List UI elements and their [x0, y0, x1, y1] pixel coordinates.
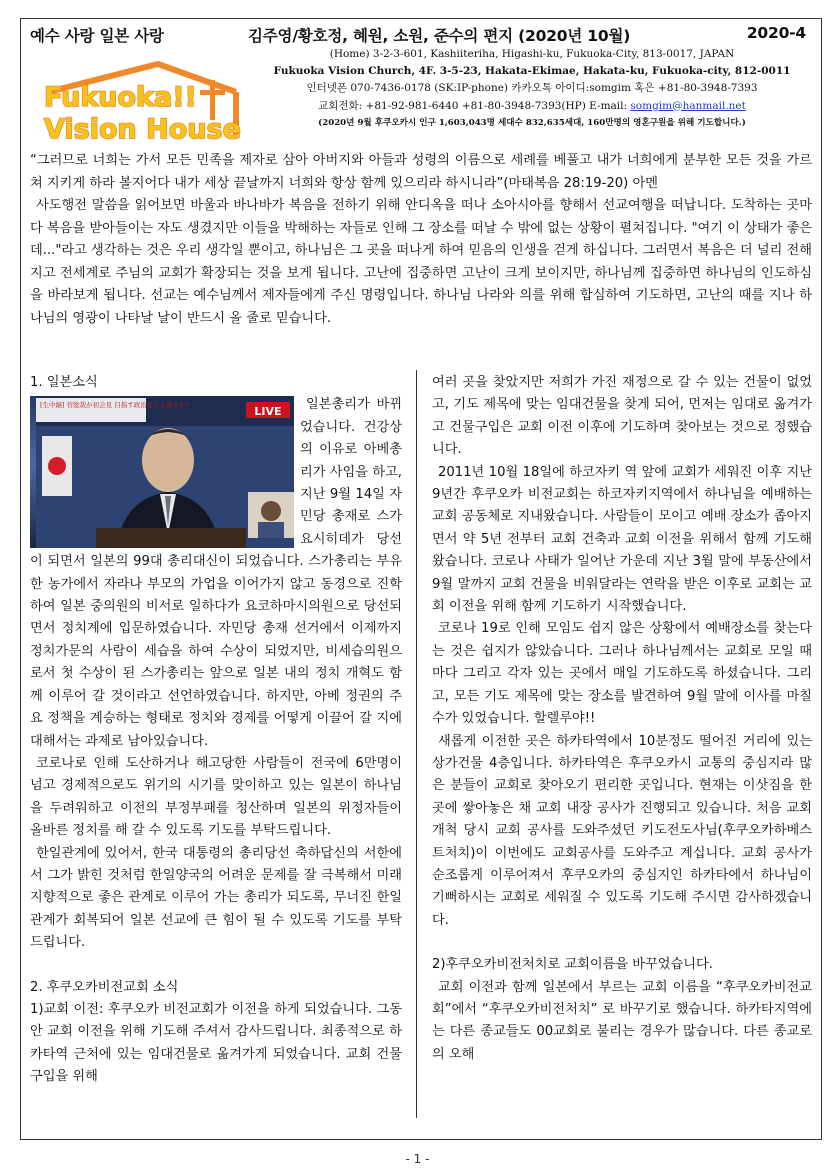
header-left-title: 예수 사랑 일본 사랑 [30, 27, 164, 45]
population-note: (2020년 9월 후쿠오카시 인구 1,603,043명 세대수 832,635세대, 160만명의 영혼구원을 위해 기도합니다.) [318, 117, 746, 128]
intro-section [30, 150, 812, 330]
section1-paragraph1-text: 일본총리가 바뀌었습니다. 건강상의 이유로 아베총리가 사임을 하고, 지난 9월 14일 자민당 총재로 스가요시히데가 당선이 되면서 일본의 99대 총리대신이 되었습니다. 스가총리는 부유한 농가에서 자라나 부모의 가업을 이어가지 않고 동경으로 진학하여 일본 중의원의 비서로 일하다가 요코하마시의원으로 당선되면서 정치계에 입문하였습니다. 자민당 총재 선거에서 이제까지 정치가문의 사람이 세습을 하여 수상이 되었지만, 비세습의원으로서 첫 수상이 된 스가총리는 앞으로 일본 내의 정치 개혁도 함께 이루어 갈 것이라고 선언하였습니다. 하지만, 아베 정권의 주요 정책을 계승하는 형태로 정치와 경제를 어떻게 이끌어 갈 지에 대해서는 과제로 남아있습니다. [30, 397, 402, 749]
church-address: Fukuoka Vision Church, 4F. 3-5-23, Hakata-Ekimae, Hakata-ku, Fukuoka-city, 812-0011 [273, 65, 791, 78]
intro-paragraph: 사도행전 말씀을 읽어보면 바울과 바나바가 복음을 전하기 위해 안디옥을 떠나 소아시아를 향해서 선교여행을 떠납니다. 도착하는 곳마다 복음을 받아들이는 자도 생겼지만 이들을 박해하는 자들로 인해 그 장소를 떠날 수 밖에 없는 상황이 펼쳐집니다. "여기 이 상태가 좋은데..."라고 생각하는 것은 우리 생각일 뿐이고, 하나님은 그 곳을 떠나게 하여 믿음의 인생을 걷게 하십니다. 그러면서 복음은 더 널리 전해지고 전세계로 주님의 교회가 확장되는 것을 보게 됩니다. 고난에 집중하면 고난이 크게 보이지만, 하나님께 집중하면 하나님의 인도하심을 바라보게 됩니다. 선교는 예수님께서 제자들에게 주신 명령입니다. 하나님 나라와 의를 위해 합심하여 기도하면, 고난의 때를 지나 하나님의 영광이 나타날 날이 반드시 올 줄로 믿습니다. [30, 198, 813, 326]
press-conference-image [36, 396, 294, 548]
live-badge: LIVE [254, 405, 282, 419]
fukuoka-vision-house-logo [40, 58, 250, 142]
section2-paragraph1-text: 후쿠오카 비전교회가 이전을 하게 되었습니다. 그동안 교회 이전을 위해 기도해 주셔서 감사드립니다. 최종적으로 하카타역 근처에 있는 임대건물로 옮겨가게 되었습니다. 교회 건물 구입을 위해 [30, 1001, 402, 1085]
section1-paragraph1 [30, 394, 402, 753]
section1-paragraph2: 코로나로 인해 도산하거나 해고당한 사람들이 전국에 6만명이 넘고 경제적으로도 위기의 시기를 맞이하고 있는 일본이 하나님을 두려워하고 이전의 부정부패를 청산하며 일본의 위정자들이 올바른 정치를 해 갈 수 있도록 기도를 부탁드립니다. [30, 755, 402, 839]
left-column [30, 372, 402, 1089]
spacer [30, 955, 402, 977]
letter-header [30, 20, 810, 48]
logo-house-icon [40, 58, 250, 142]
news-photo [30, 396, 294, 548]
header-center-title: 김주영/황호정, 혜원, 소원, 준수의 편지 (2020년 10월) [248, 27, 631, 45]
right-paragraph5: 교회 이전과 함께 일본에서 부르는 교회 이름을 “후쿠오카비전교회”에서 “후쿠오카비전처치” 로 바꾸기로 했습니다. 하카타지역에는 다른 종교들도 00교회로 불리는 경우가 많습니다. 다른 종교로의 오해 [432, 979, 812, 1062]
section2-paragraph1 [30, 999, 402, 1089]
subsection-name-change-title: 2)후쿠오카비전처치로 교회이름을 바꾸었습니다. [432, 957, 713, 973]
church-tel: 교회전화: +81-92-981-6440 +81-80-3948-7393(HP) E-mail: [318, 99, 631, 112]
issue-number: 2020-4 [746, 24, 806, 42]
subsection-church-move: 1)교회 이전: [30, 1001, 104, 1017]
logo-line2: Vision House [44, 114, 241, 142]
photo-caption: [生中継] 菅総裁が初会見 目指す政治をどう語るか? [40, 401, 190, 410]
spacer [432, 932, 812, 954]
church-tel-email [252, 98, 812, 115]
right-paragraph3: 코로나 19로 인해 모임도 쉽지 않은 상황에서 예배장소를 찾는다는 것은 쉽지가 않았습니다. 그러나 하나님께서는 교회로 모일 때마다 그리고 각자 있는 곳에서 매일 기도하도록 하셨습니다. 그리고, 모든 기도 제목에 맞는 장소를 발견하여 9월 말에 이사를 마칠 수가 있었습니다. 할렐루야!! [432, 621, 812, 727]
section1-paragraph3: 한일관계에 있어서, 한국 대통령의 총리당선 축하답신의 서한에서 그가 밝힌 것처럼 한일양국의 어려운 문제를 잘 극복해서 미래지향적으로 좋은 관계로 이루어 가는 총리가 되도록, 무너진 한일관계가 회복되어 일본 선교에 큰 힘이 될 수 있도록 기도를 부탁드립니다. [30, 845, 402, 951]
internet-phone: 인터넷폰 070-7436-0178 (SK:IP-phone) 카카오톡 아이디:somgim 혹은 +81-80-3948-7393 [306, 82, 758, 95]
home-address: (Home) 3-2-3-601, Kashiiteriha, Higashi-ku, Fukuoka-City, 813-0017, JAPAN [329, 48, 735, 60]
page-number: - 1 - [405, 1152, 430, 1166]
scripture-verse: “그러므로 너희는 가서 모든 민족을 제자로 삼아 아버지와 아들과 성령의 이름으로 세례를 베풀고 내가 너희에게 분부한 모든 것을 가르쳐 지키게 하라 볼지어다 내가 세상 끝날까지 너희와 항상 함께 있으리라 하시니라”(마태복음 28:19-20) 아멘 [30, 153, 812, 191]
logo-line1: Fukuoka!! [44, 82, 197, 113]
column-divider [416, 370, 417, 1118]
contact-block [252, 46, 812, 132]
section2-title: 2. 후쿠오카비전교회 소식 [30, 979, 179, 995]
email-link[interactable]: somgim@hanmail.net [630, 99, 746, 112]
right-paragraph1: 여러 곳을 찾았지만 저희가 가진 재정으로 갈 수 있는 건물이 없었고, 기도 제목에 맞는 임대건물을 찾게 되어, 먼저는 임대로 옮겨가고 건물구입은 교회 이전 이후에 기도하며 찾아보는 것으로 정했습니다. [432, 375, 812, 458]
section1-title: 1. 일본소식 [30, 375, 98, 390]
right-paragraph2: 2011년 10월 18일에 하코자키 역 앞에 교회가 세워진 이후 지난 9년간 후쿠오카 비전교회는 하코자키지역에서 하나님을 예배하는 교회 공동체로 지내왔습니다. 사람들이 모이고 예배 장소가 좁아지면서 약 5년 전부터 교회 건축과 교회 이전을 위해서 함께 기도해 왔습니다. 코로나 사태가 일어난 가운데 지난 3월 말에 부동산에서 9월 말까지 교회 건물을 비워달라는 연락을 받은 이후로 교회는 교회 이전을 위해 함께 기도하기 시작했습니다. [432, 464, 812, 615]
right-paragraph4: 새롭게 이전한 곳은 하카타역에서 10분정도 떨어진 거리에 있는 상가건물 4층입니다. 하카타역은 후쿠오카시 교통의 중심지라 많은 분들이 교회로 찾아오기 편리한 곳입니다. 현재는 이삿짐을 한곳에 쌓아놓은 채 교회 내장 공사가 진행되고 있습니다. 처음 교회개척 당시 교회 공사를 도와주셨던 키도전도사님(후쿠오카하베스트처치)이 이번에도 교회공사를 도와주고 계십니다. 교회 공사가 순조롭게 이루어져서 후쿠오카의 중심지인 하카타에서 하나님이 기뻐하시는 교회로 세워질 수 있도록 기도해 주시면 감사하겠습니다. [432, 733, 812, 928]
right-column [432, 372, 812, 1066]
